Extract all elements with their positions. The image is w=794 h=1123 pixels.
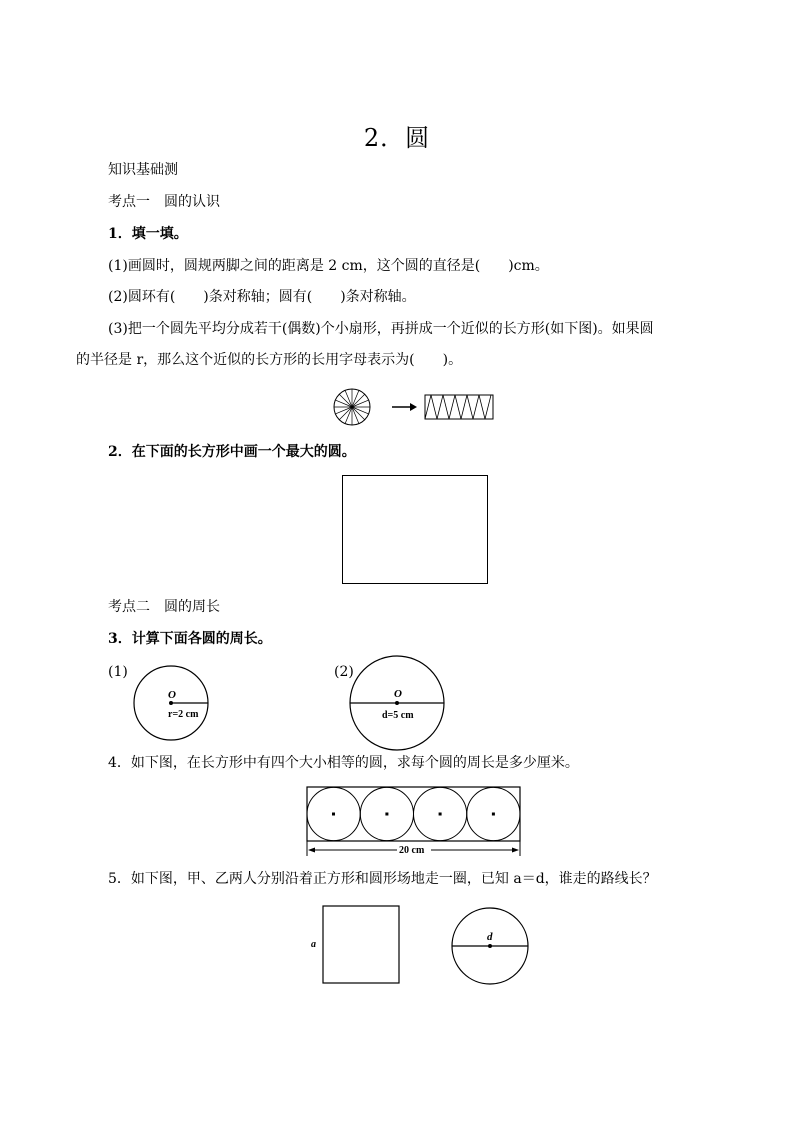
arrow-icon — [392, 403, 417, 411]
circle-diameter-label: d — [487, 931, 493, 943]
circle-field-figure — [448, 904, 532, 988]
question-5-heading: 5．如下图，甲、乙两人分别沿着正方形和圆形场地走一圈，已知 a＝d，谁走的路线长？ — [108, 871, 657, 887]
question-1-heading: 1．填一填。 — [108, 226, 188, 242]
question-4-heading: 4．如下图，在长方形中有四个大小相等的圆，求每个圆的周长是多少厘米。 — [108, 755, 579, 771]
topic-one-heading: 考点一 圆的认识 — [108, 194, 220, 210]
circle-field-center-dot — [488, 944, 492, 948]
circle-2-diameter-label: d=5 cm — [382, 710, 414, 721]
sector-line — [352, 407, 365, 420]
circle-2-center-dot — [395, 701, 399, 705]
sector-line — [339, 394, 352, 407]
topic-two-heading: 考点二 圆的周长 — [108, 599, 220, 615]
sector-line — [352, 394, 365, 407]
circle-2-number: (2) — [334, 664, 354, 680]
square-field-figure — [306, 900, 406, 988]
drawing-rectangle — [342, 475, 488, 584]
question-1-part-3-line-1: (3)把一个圆先平均分成若干(偶数)个小扇形，再拼成一个近似的长方形(如下图)。如果圆 — [108, 321, 654, 337]
circle-1-center-dot — [169, 701, 173, 705]
question-1-part-3-line-2: 的半径是 r，那么这个近似的长方形的长用字母表示为( )。 — [76, 352, 463, 368]
page-title: 2．圆 — [363, 124, 431, 152]
circle-1-center-label: O — [168, 689, 176, 701]
section-heading: 知识基础测 — [108, 162, 178, 178]
question-1-part-1: (1)画圆时，圆规两脚之间的距离是 2 cm，这个圆的直径是( )cm。 — [108, 258, 549, 274]
sector-line — [339, 407, 352, 420]
circle-1-figure — [130, 660, 214, 744]
circle-2-center-label: O — [394, 688, 402, 700]
circle-1-number: (1) — [108, 664, 128, 680]
square-side-label: a — [311, 939, 316, 950]
approximate-rectangle — [425, 395, 493, 419]
sector-rearrangement-figure — [330, 384, 500, 432]
circle-2-figure — [346, 654, 450, 754]
dimension-label: 20 cm — [399, 845, 425, 856]
square-field — [323, 906, 399, 983]
question-1-part-2: (2)圆环有( )条对称轴；圆有( )条对称轴。 — [108, 289, 416, 305]
question-3-heading: 3．计算下面各圆的周长。 — [108, 631, 272, 647]
circle-1-radius-label: r=2 cm — [168, 709, 199, 720]
sector-circle — [334, 389, 370, 425]
four-circles-figure — [300, 782, 528, 860]
question-2-heading: 2．在下面的长方形中画一个最大的圆。 — [108, 444, 356, 460]
